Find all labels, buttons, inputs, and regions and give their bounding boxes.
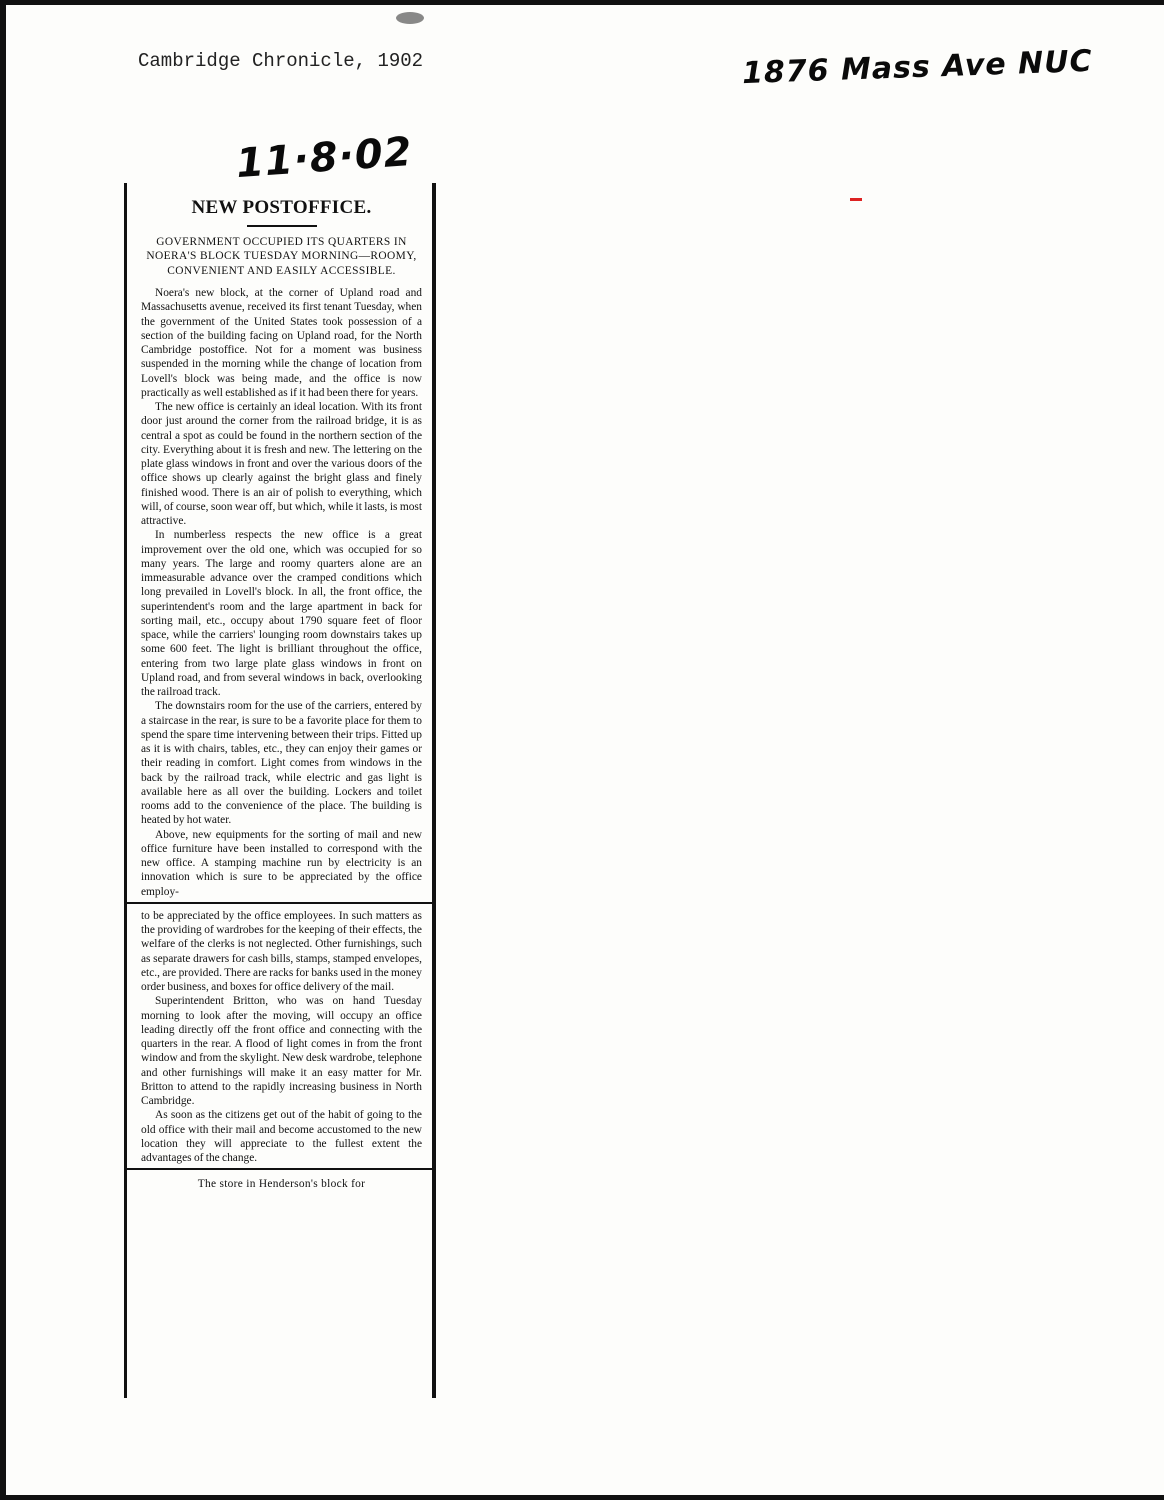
headline-rule xyxy=(247,225,317,227)
red-mark xyxy=(850,198,862,201)
article-paragraph: Above, new equipments for the sorting of mail and new office furniture have been installed to correspond with the new office. A stamping machine run by electricity is an innovation which is sure to be appreciated by the office employ- xyxy=(141,828,422,898)
article-paragraph: As soon as the citizens get out of the habit of going to the old office with their mail and become accustomed to the new location they will appreciate to the fullest extent the advantages of the change. xyxy=(141,1109,422,1165)
handwritten-address: 1876 Mass Ave NUC xyxy=(741,43,1094,92)
article-headline: NEW POSTOFFICE. xyxy=(191,197,372,218)
article-paragraph: Superintendent Britton, who was on hand Tuesday morning to look after the moving, will occupy an office leading directly off the front office and connecting with the quarters in the rear. A flood of light comes in from the front window and from the skylight. New desk wardrobe, telephone and other furnishings will make it an easy matter for Mr. Britton to attend to the rapidly increasing business in North Cambridge. xyxy=(141,995,422,1108)
article-paragraph: to be appreciated by the office employees. In such matters as the providing of wardrobes for the keeping of their effects, the welfare of the clerks is not neglected. Other furnishings, such as separate drawers for cash bills, stamps, stamped envelopes, etc., are provided. There are racks for banks used in the money order business, and boxes for office delivery of the mail. xyxy=(141,909,422,994)
article-end-rule xyxy=(127,1168,432,1170)
source-label: Cambridge Chronicle, 1902 xyxy=(138,50,424,72)
next-article-start: The store in Henderson's block for xyxy=(197,1178,366,1191)
handwritten-date: 11·8·02 xyxy=(234,128,414,188)
article-paragraph: The new office is certainly an ideal location. With its front door just around the corner from the railroad bridge, it is as central a spot as could be found in the northern section of the city. Everything about it is fresh and new. The lettering on the plate glass windows in front and over the various doors of the office shows up clearly against the bright glass and finely finished wood. There is an air of polish to everything, which will, of course, soon wear off, but which, while it lasts, is most attractive. xyxy=(141,401,422,528)
article-paragraph: Noera's new block, at the corner of Upland road and Massachusetts avenue, received its first tenant Tuesday, when the government of the United States took possession of a section of the building facing on Upland road, for the North Cambridge postoffice. Not for a moment was business suspended in the morning while the change of location from Lovell's block was being made, and the office is now practically as well established as if it had been there for years. xyxy=(141,287,422,399)
clipping-splice-line xyxy=(127,902,432,904)
newspaper-clipping xyxy=(124,183,436,1398)
ink-smudge xyxy=(396,12,424,24)
article-paragraph: The downstairs room for the use of the carriers, entered by a staircase in the rear, is sure to be a favorite place for them to spend the spare time intervening between their trips. Fitted up as it is with chairs, tables, etc., they can enjoy their games or their reading in comfort. Light comes from windows in the back by the railroad track, while electric and gas light is available here as all over the building. Lockers and toilet rooms add to the convenience of the place. The building is heated by hot water. xyxy=(141,700,422,827)
article-paragraph: In numberless respects the new office is a great improvement over the old one, which was occupied for so many years. The large and roomy quarters alone are an immeasurable advance over the cramped conditions which long prevailed in Lovell's block. In all, the front office, the superintendent's room and the large apartment in back for sorting mail, etc., occupy about 1790 square feet of floor space, while the carriers' lounging room downstairs takes up some 600 feet. The light is brilliant throughout the office, entering from two large plate glass windows in front on Upland road, and from several windows in back, overlooking the railroad track. xyxy=(141,529,422,699)
article-subhead: GOVERNMENT OCCUPIED ITS QUARTERS IN NOERA'S BLOCK TUESDAY MORNING—ROOMY, CONVENIENT AND EASILY ACCESSIBLE. xyxy=(146,236,417,277)
